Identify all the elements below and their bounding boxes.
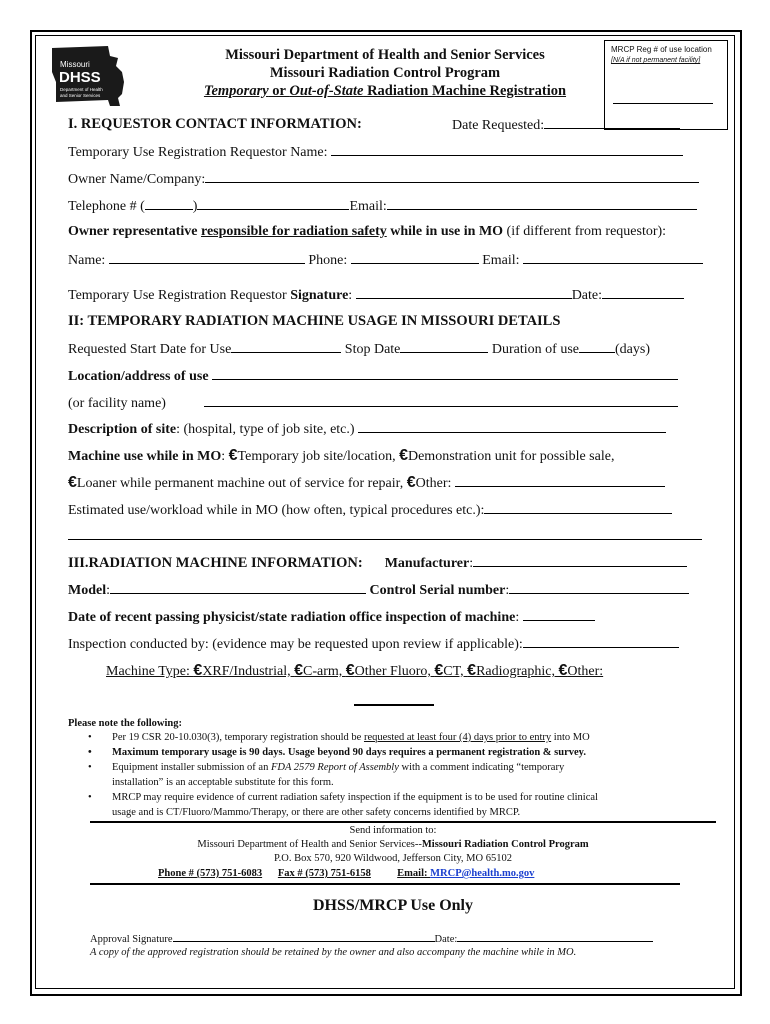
section2-title: II: TEMPORARY RADIATION MACHINE USAGE IN MISSOURI DETAILS bbox=[68, 313, 561, 329]
logo-sub1: Department of Health bbox=[60, 87, 103, 92]
model-serial-row: Model: Control Serial number: bbox=[68, 581, 689, 599]
owner-company-field[interactable]: Owner Name/Company: bbox=[68, 170, 699, 188]
email-link[interactable]: MRCP@health.mo.gov bbox=[430, 868, 535, 879]
notes-heading: Please note the following: bbox=[68, 718, 183, 729]
retention-note: A copy of the approved registration should be retained by the owner and also accompany the machine while in MO. bbox=[90, 947, 577, 958]
approval-signature-field[interactable]: Approval Signature Date: bbox=[90, 932, 653, 945]
other-use-field[interactable] bbox=[455, 474, 665, 487]
reg-note: [N/A if not permanent facility] bbox=[611, 57, 701, 64]
model-field[interactable] bbox=[110, 581, 366, 594]
workload-line2[interactable] bbox=[68, 539, 702, 540]
date-requested-field[interactable]: Date Requested: bbox=[452, 116, 680, 134]
facility-name-field[interactable]: (or facility name) bbox=[68, 394, 678, 412]
section1-title: I. REQUESTOR CONTACT INFORMATION: bbox=[68, 116, 362, 132]
manufacturer-field[interactable] bbox=[473, 554, 687, 567]
radiographic-checkbox[interactable]: € bbox=[467, 662, 477, 679]
c-arm-checkbox[interactable]: € bbox=[294, 662, 303, 679]
loaner-checkbox[interactable]: € bbox=[68, 474, 77, 491]
logo-name: DHSS bbox=[59, 69, 101, 86]
other-type-field[interactable] bbox=[354, 704, 434, 706]
site-description-field[interactable]: Description of site: (hospital, type of job site, etc.) bbox=[68, 420, 666, 438]
send-divider-bottom bbox=[90, 883, 680, 885]
send-contacts: Phone # (573) 751-6083 Fax # (573) 751-6158 Email: MRCP@health.mo.gov bbox=[158, 868, 535, 879]
serial-field[interactable] bbox=[509, 581, 689, 594]
logo-state: Missouri bbox=[60, 60, 90, 69]
other-type-checkbox[interactable]: € bbox=[558, 662, 568, 679]
other-fluoro-checkbox[interactable]: € bbox=[345, 662, 355, 679]
section3-header: III.RADIATION MACHINE INFORMATION: Manufacturer: bbox=[68, 554, 687, 572]
fax-number: Fax # (573) 751-6158 bbox=[277, 868, 371, 879]
dhss-logo bbox=[50, 42, 130, 112]
header-line1: Missouri Department of Health and Senior Services bbox=[225, 47, 545, 63]
phone-number: Phone # (573) 751-6083 bbox=[158, 868, 263, 879]
other-use-checkbox[interactable]: € bbox=[406, 474, 416, 491]
usage-dates-field[interactable]: Requested Start Date for Use Stop Date Duration of use (days) bbox=[68, 342, 650, 357]
signature-field[interactable]: Temporary Use Registration Requestor Signature: Date: bbox=[68, 286, 684, 304]
reg-number-line bbox=[613, 91, 713, 104]
telephone-email-field[interactable]: Telephone # ( ) Email: bbox=[68, 197, 697, 215]
header-line3: Temporary or Out-of-State Radiation Machine Registration bbox=[203, 83, 567, 99]
machine-use-row2: €Loaner while permanent machine out of service for repair, €Other: bbox=[68, 474, 665, 492]
machine-use-row: Machine use while in MO: €Temporary job site/location, €Demonstration unit for possible sale, bbox=[68, 447, 615, 464]
location-field[interactable]: Location/address of use bbox=[68, 367, 678, 385]
xrf-checkbox[interactable]: € bbox=[193, 662, 203, 679]
owner-rep-fields[interactable]: Name: Phone: Email: bbox=[68, 251, 703, 269]
machine-type-row: Machine Type: €XRF/Industrial, €C-arm, €Other Fluoro, €CT, €Radiographic, €Other: bbox=[106, 662, 604, 679]
office-use-title: DHSS/MRCP Use Only bbox=[312, 897, 473, 914]
owner-rep-heading: Owner representative responsible for radiation safety while in use in MO (if different from requestor): bbox=[68, 224, 667, 239]
send-title: Send information to: bbox=[349, 825, 437, 836]
inspection-date-field[interactable]: Date of recent passing physicist/state radiation office inspection of machine: bbox=[68, 608, 595, 626]
temp-job-site-checkbox[interactable]: € bbox=[228, 447, 238, 464]
header-line2: Missouri Radiation Control Program bbox=[269, 65, 501, 81]
workload-field[interactable]: Estimated use/workload while in MO (how often, typical procedures etc.): bbox=[68, 501, 672, 519]
ct-checkbox[interactable]: € bbox=[434, 662, 444, 679]
demo-unit-checkbox[interactable]: € bbox=[399, 447, 408, 464]
inspection-by-field[interactable]: Inspection conducted by: (evidence may be requested upon review if applicable): bbox=[68, 635, 679, 653]
send-divider-top bbox=[90, 821, 716, 823]
logo-sub2: and Senior Services bbox=[60, 93, 101, 98]
requestor-name-field[interactable]: Temporary Use Registration Requestor Name: bbox=[68, 143, 683, 161]
send-line2: P.O. Box 570, 920 Wildwood, Jefferson City, MO 65102 bbox=[274, 853, 512, 864]
reg-label: MRCP Reg # of use location bbox=[611, 45, 712, 54]
send-line1: Missouri Department of Health and Senior Services--Missouri Radiation Control Program bbox=[197, 839, 589, 850]
